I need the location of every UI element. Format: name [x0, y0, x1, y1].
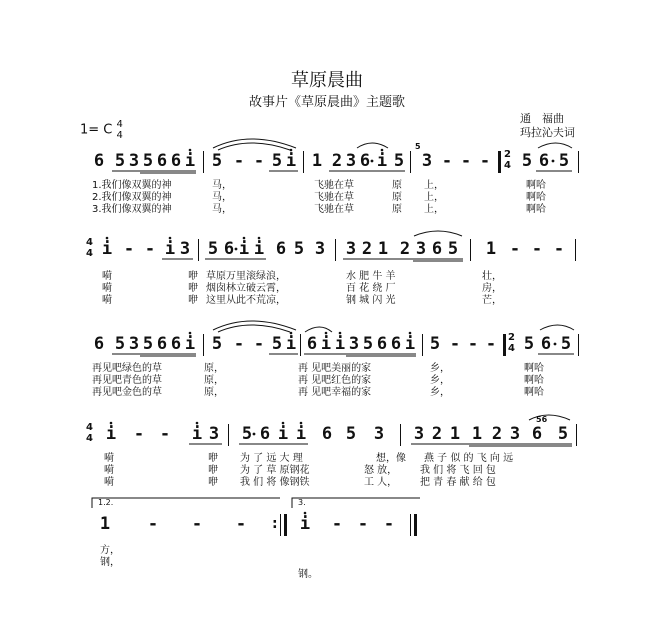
lyric: 乡，	[430, 387, 450, 398]
lyric: 再 见吧幸福的家	[298, 387, 372, 398]
lyric: 嗬	[104, 465, 114, 476]
barline	[300, 334, 301, 356]
ts-num: 4	[86, 422, 93, 433]
note: 6	[540, 334, 552, 354]
note: i	[164, 239, 176, 259]
lyric: 飞驰在草	[314, 204, 354, 215]
note: 6	[390, 334, 402, 354]
lyric: 钢，	[100, 557, 120, 568]
note: 5	[447, 239, 459, 259]
note: 3	[179, 239, 191, 259]
lyric: 啊哈	[526, 192, 546, 203]
lyric: 为 了 草 原钢花	[240, 465, 310, 476]
note: 6	[306, 334, 318, 354]
lyric: 乡，	[430, 375, 450, 386]
barline	[470, 239, 471, 261]
lyric: 怒 放，	[364, 465, 398, 476]
lyrics-system-2	[98, 271, 578, 307]
slur	[414, 231, 462, 236]
lyric: 嗬	[102, 295, 112, 306]
note: 3	[314, 239, 326, 259]
lyric: 啊哈	[524, 387, 544, 398]
note: 2	[361, 239, 373, 259]
double-barline	[503, 334, 506, 356]
grace-note: 5	[415, 142, 421, 151]
ts-num: 4	[86, 237, 93, 248]
time-sig-denominator: 4	[116, 130, 123, 141]
lyric: 咿	[208, 453, 218, 464]
note: 3	[128, 334, 140, 354]
note: 5	[523, 334, 535, 354]
note: 5	[211, 151, 223, 171]
time-signature-change	[86, 422, 93, 444]
volta-bracket-2	[292, 498, 420, 508]
note: 3	[345, 239, 357, 259]
note: i	[334, 334, 346, 354]
note: -	[233, 151, 245, 171]
barline	[303, 151, 304, 173]
lyric: 水 肥 牛 羊	[346, 271, 396, 282]
ts-den: 4	[508, 343, 515, 354]
lyric: 嗬	[102, 271, 112, 282]
note: -	[331, 514, 343, 534]
note: 6	[170, 334, 182, 354]
repeat-sign: :	[272, 516, 278, 532]
note: -	[357, 514, 369, 534]
note: i	[191, 424, 203, 444]
note: i	[404, 334, 416, 354]
note: i	[253, 239, 265, 259]
note: 6	[93, 151, 105, 171]
note: 5	[293, 239, 305, 259]
barline	[410, 514, 411, 536]
lyric: 马，	[212, 204, 232, 215]
ts-den: 4	[86, 433, 93, 444]
lyric: 咿	[188, 283, 198, 294]
key-signature	[80, 119, 123, 141]
lyric: 咿	[188, 295, 198, 306]
slur	[218, 143, 290, 150]
barline	[203, 334, 204, 356]
note: i	[299, 514, 311, 534]
note: 5	[558, 151, 570, 171]
lyric: 我 们 将 飞 回 包	[420, 465, 496, 476]
lyric: 乡，	[430, 363, 450, 374]
lyric: 啊哈	[524, 375, 544, 386]
double-barline	[498, 151, 501, 173]
note: 6	[431, 239, 443, 259]
lyric: 咿	[208, 465, 218, 476]
lyric: 咿	[208, 477, 218, 488]
barline	[578, 151, 579, 173]
lyric: 2.我们像双翼的神	[92, 192, 172, 203]
note: 3	[421, 151, 433, 171]
note: -	[233, 334, 245, 354]
lyric: 方，	[100, 545, 120, 556]
lyrics-system-1	[92, 180, 572, 216]
lyric: 上，	[424, 192, 444, 203]
note: 3	[413, 424, 425, 444]
note: 5	[345, 424, 357, 444]
lyric: 把 青 春 献 给 包	[420, 477, 496, 488]
note: -	[253, 334, 265, 354]
note: 5	[211, 334, 223, 354]
note: 6	[223, 239, 235, 259]
lyrics-system-3	[92, 363, 572, 399]
lyric: 嗬	[102, 283, 112, 294]
slur	[218, 325, 290, 332]
note: 5	[429, 334, 441, 354]
note: 5	[114, 151, 126, 171]
slur	[538, 143, 572, 148]
barline	[400, 424, 401, 446]
lyric: 再 见吧红色的家	[298, 375, 372, 386]
lyric: 飞驰在草	[314, 180, 354, 191]
note: 6	[376, 334, 388, 354]
ts-den: 4	[86, 248, 93, 259]
note: -	[133, 424, 145, 444]
note: -	[441, 151, 453, 171]
note: -	[553, 239, 565, 259]
lyric: 再见吧绿色的草	[92, 363, 162, 374]
volta-1-label: 1.2.	[98, 498, 114, 507]
lyric: 燕 子 似 的 飞 向 远	[424, 453, 514, 464]
lyric: 想，像	[376, 453, 406, 464]
note: 6	[156, 151, 168, 171]
note: i	[295, 424, 307, 444]
lyric: 再见吧青色的草	[92, 375, 162, 386]
lyric: 百 花 绕 厂	[346, 283, 396, 294]
note: 2	[399, 239, 411, 259]
note: 1	[377, 239, 389, 259]
note: -	[191, 514, 203, 534]
time-sig-numerator: 4	[116, 119, 123, 130]
note: i	[184, 334, 196, 354]
lyricist-credit: 玛拉沁夫词	[520, 126, 575, 139]
note: 3	[348, 334, 360, 354]
lyric: 工 人，	[364, 477, 398, 488]
ts-num: 2	[508, 332, 515, 343]
volta-bracket-1	[92, 498, 280, 508]
lyric: 原，	[204, 387, 224, 398]
barline	[422, 334, 423, 356]
lyric: 再 见吧美丽的家	[298, 363, 372, 374]
note: -	[159, 424, 171, 444]
lyric: 烟囱林立破云霄，	[206, 283, 286, 294]
note: 5	[362, 334, 374, 354]
note: 6	[259, 424, 271, 444]
lyric: 房，	[482, 283, 502, 294]
note: 5	[142, 334, 154, 354]
note: 5	[241, 424, 253, 444]
lyric: 再见吧金色的草	[92, 387, 162, 398]
note: i	[376, 151, 388, 171]
note: 3	[415, 239, 427, 259]
note: i	[101, 239, 113, 259]
barline	[575, 239, 576, 261]
note: 6	[156, 334, 168, 354]
note: -	[383, 514, 395, 534]
lyric: 原	[392, 204, 402, 215]
score-system-3	[0, 332, 654, 354]
lyric: 啊哈	[526, 180, 546, 191]
note: 5	[557, 424, 569, 444]
time-signature-change	[86, 237, 93, 259]
note: 2	[431, 424, 443, 444]
note: -	[144, 239, 156, 259]
note: 5	[114, 334, 126, 354]
slur	[357, 143, 388, 148]
note: -	[531, 239, 543, 259]
note: -	[460, 151, 472, 171]
final-barline	[414, 514, 417, 536]
barline	[410, 151, 411, 173]
note: -	[449, 334, 461, 354]
time-signature-change	[508, 332, 515, 354]
note: 3	[509, 424, 521, 444]
note: 5	[560, 334, 572, 354]
note: 1	[99, 514, 111, 534]
ts-num: 2	[504, 149, 511, 160]
lyric: 马，	[212, 180, 232, 191]
score-system-5	[0, 516, 654, 532]
note: i	[184, 151, 196, 171]
lyric: 上，	[424, 180, 444, 191]
barline	[576, 424, 577, 446]
note: -	[123, 239, 135, 259]
note: 5	[271, 334, 283, 354]
score-system-4	[0, 415, 654, 444]
time-signature	[117, 119, 123, 141]
note: 3	[128, 151, 140, 171]
lyric: 咿	[188, 271, 198, 282]
time-signature-change	[504, 149, 511, 171]
lyric: 上，	[424, 204, 444, 215]
lyric: 钢 城 闪 光	[346, 295, 396, 306]
note: -	[253, 151, 265, 171]
composer-credit: 通 福曲	[520, 112, 564, 125]
note: i	[320, 334, 332, 354]
lyric: 我 们 将 像钢铁	[240, 477, 310, 488]
lyric: 原，	[204, 363, 224, 374]
slur	[213, 139, 296, 148]
note: 3	[345, 151, 357, 171]
lyric: 飞驰在草	[314, 192, 354, 203]
ts-den: 4	[504, 160, 511, 171]
slur	[305, 327, 332, 332]
note: -	[479, 151, 491, 171]
note: 5	[142, 151, 154, 171]
note: 6	[275, 239, 287, 259]
barline	[335, 239, 336, 261]
lyric: 嗬	[104, 453, 114, 464]
song-subtitle: 故事片《草原晨曲》主题歌	[248, 95, 405, 110]
repeat-barline	[284, 514, 287, 536]
song-title: 草原晨曲	[291, 70, 363, 91]
note: 6	[321, 424, 333, 444]
note: 6	[93, 334, 105, 354]
note: 5	[271, 151, 283, 171]
lyrics-system-4	[102, 453, 572, 489]
lyric: 3.我们像双翼的神	[92, 204, 172, 215]
note: 1	[485, 239, 497, 259]
note: 1	[471, 424, 483, 444]
barline	[203, 151, 204, 173]
note: -	[147, 514, 159, 534]
lyric: 芒，	[482, 295, 502, 306]
grace-notes: 56	[536, 415, 548, 424]
lyric: 这里从此不荒凉，	[206, 295, 286, 306]
note: -	[467, 334, 479, 354]
lyric: 啊哈	[524, 363, 544, 374]
lyric: 啊哈	[526, 204, 546, 215]
note: i	[285, 151, 297, 171]
barline	[578, 334, 579, 356]
volta-2-label: 3.	[298, 498, 306, 507]
lyric: 原	[392, 192, 402, 203]
note: 6	[359, 151, 371, 171]
lyric: 钢。	[298, 569, 318, 580]
note: 6	[170, 151, 182, 171]
score-system-2	[0, 237, 654, 259]
lyric: 嗬	[104, 477, 114, 488]
slur	[540, 325, 574, 330]
note: 3	[208, 424, 220, 444]
note: i	[277, 424, 289, 444]
note: -	[485, 334, 497, 354]
barline	[228, 424, 229, 446]
note: 5	[393, 151, 405, 171]
barline	[198, 239, 199, 261]
note: 5	[207, 239, 219, 259]
note: 6	[531, 424, 543, 444]
lyric: 壮，	[482, 271, 502, 282]
note: i	[285, 334, 297, 354]
barline	[280, 514, 281, 536]
key-label: 1= C	[80, 122, 113, 138]
note: 1	[449, 424, 461, 444]
note: 5	[521, 151, 533, 171]
score-system-1	[0, 142, 654, 171]
note: i	[238, 239, 250, 259]
lyric: 1.我们像双翼的神	[92, 180, 172, 191]
note: 1	[311, 151, 323, 171]
lyric: 为 了 远 大 理	[240, 453, 303, 464]
note: 3	[373, 424, 385, 444]
lyric: 草原万里滚绿浪，	[206, 271, 286, 282]
lyric: 原	[392, 180, 402, 191]
note: -	[509, 239, 521, 259]
lyric: 原，	[204, 375, 224, 386]
note: i	[105, 424, 117, 444]
note: 2	[331, 151, 343, 171]
note: 6	[538, 151, 550, 171]
lyric: 马，	[212, 192, 232, 203]
slur	[213, 321, 296, 330]
note: -	[235, 514, 247, 534]
note: 2	[491, 424, 503, 444]
